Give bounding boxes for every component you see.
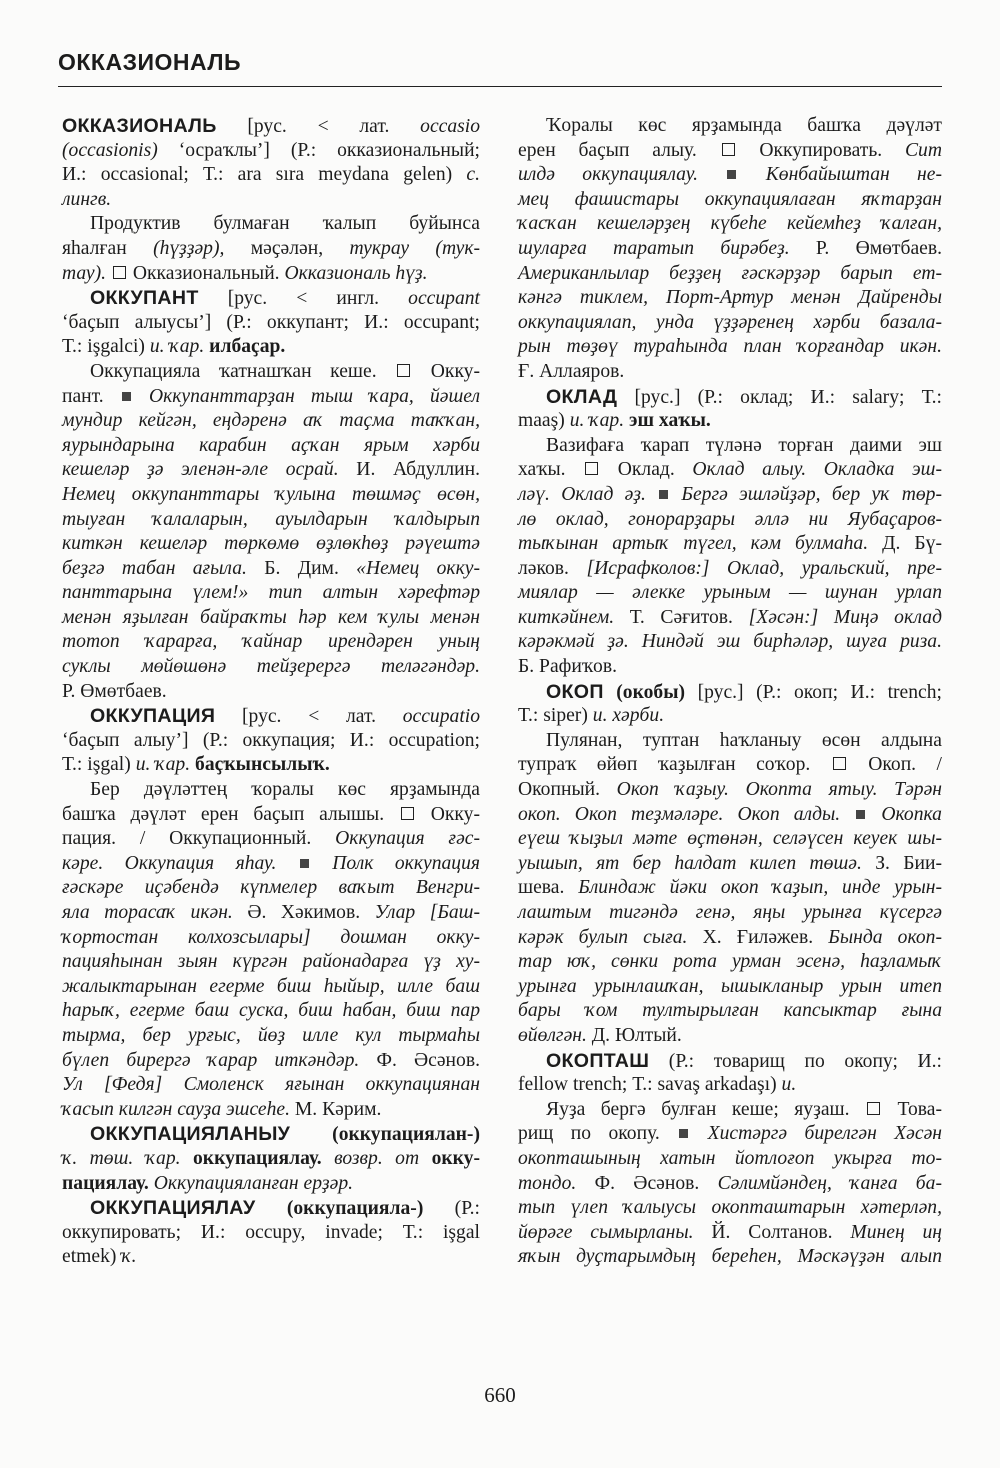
- entry-line: кәре. Оккупация яһау. Полк оккупация: [62, 852, 481, 874]
- entry-line: fellow trench; Т.: savaş arkadaşı) и.: [518, 1074, 797, 1096]
- entry-line: Ғ. Аллаяров.: [518, 360, 625, 382]
- entry-line: тырма, бер урғыс, йөҙ илле кул тырмаһы: [62, 1024, 480, 1046]
- entry-line: Вазифаға ҡарап түләнә торған даими эш: [546, 434, 942, 456]
- entry-line: ләү. Оклад әҙ. Бергә эшләйҙәр, бер уҡ төр-: [518, 483, 942, 505]
- entry-line: ҡортостан колхозсылары] дошман окку-: [62, 926, 480, 948]
- entry-line: Немец оккупанттары ҡулына төшмәҫ өсөн,: [62, 483, 480, 505]
- entry-line: Т.: işgalci) и. ҡар. илбаҫар.: [62, 336, 286, 358]
- entry-line: ҡасып килгән сауҙа эшсеһе. М. Кәрим.: [62, 1098, 382, 1120]
- entry-line: Яуҙа бергә булған кеше; яуҙаш. Това-: [546, 1098, 943, 1120]
- entry-line: пациялау. Оккупацияланған ерҙәр.: [62, 1172, 354, 1194]
- entry-line: пация. / Оккупационный. Оккупация ғәс-: [62, 828, 480, 850]
- page-number: 660: [484, 1383, 516, 1407]
- header-rule: [58, 86, 942, 87]
- entry-line: бүлеп бирергә ҡарар иткәндәр. Ф. Әсәнов.: [62, 1049, 480, 1071]
- entry-line: кешеләр ҙә эленән-әле осрай. И. Абдуллин.: [62, 459, 480, 481]
- entry-line: ОККУПАЦИЯЛАУ (оккупацияла-) (Р.:: [90, 1197, 480, 1220]
- entry-line: жалыктарынан егерме биш һыйыр, илле баш: [62, 975, 480, 997]
- left-column: [62, 114, 480, 1270]
- entry-line: Р. Өмөтбаев.: [62, 680, 167, 702]
- entry-line: киткәйнем. Т. Сәғитов. [Хәсән:] Миңә оклад: [518, 606, 943, 628]
- entry-line: һарыҡ, егерме баш суска, биш һабан, биш пар: [62, 1000, 480, 1022]
- entry-line: ОККАЗИОНАЛЬ [рус. < лат. occasio: [62, 115, 480, 137]
- entry-line: мундир кейгән, еңдәренә аҡ таҫма таҡҡан,: [62, 410, 480, 432]
- entry-line: өйөлгән. Д. Юлтый.: [518, 1024, 682, 1046]
- entry-line: ҡасҡан кешеләрҙең күбеһе кейемһеҙ ҡалған,: [518, 213, 942, 235]
- entry-line: хаҡы. Оклад. Оклад алыу. Окладка эш-: [518, 459, 942, 481]
- entry-line: миялар — әлекке урыным — шунан урлап: [518, 582, 942, 604]
- right-column: [518, 114, 942, 1270]
- entry-line: башҡа дәүләт ерен баҫып алышы. Окку-: [62, 803, 480, 825]
- entry-line: киткән кешеләр төркөмө өҙлөкһөҙ рәүештә: [62, 533, 480, 555]
- entry-line: Ҡоралы көс ярҙамында башҡа дәүләт: [546, 115, 942, 136]
- entry-line: уышып, ят бер һалдат килеп төшә. З. Бии-: [518, 852, 943, 874]
- entry-line: тупраҡ өйөп ҡаҙылған соҡор. Окоп. /: [518, 754, 942, 776]
- entry-line: кәнгә тиклем, Порт-Артур менән Дайренды: [518, 287, 942, 309]
- entry-line: И.: occasional; Т.: ara sıra meydana gelen) с.: [62, 164, 480, 186]
- entry-line: шева. Блиндаж йәки окоп ҡаҙып, инде урын-: [518, 877, 942, 899]
- entry-line: Ул [Федя] Смоленск яғынан оккупациянан: [62, 1074, 480, 1096]
- entry-line: Т.: siper) и. хәрби.: [518, 705, 665, 727]
- entry-line: яҡын дуҫтарымдың береһен, Мәскәүҙән алып: [518, 1246, 942, 1268]
- entry-line: оккупациялап, унда үҙҙәренең хәрби базала-: [518, 311, 942, 333]
- entry-line: (occasionis) ‘осраҡлы’] (Р.: окказиональный;: [62, 139, 480, 161]
- entry-line: maaş) и. ҡар. эш хаҡы.: [518, 410, 711, 432]
- entry-line: тыҡынан артыҡ түгел, кәм булмаһа. Д. Бү-: [518, 533, 942, 555]
- entry-line: кәрәкмәй ҙә. Ниндәй эш бирһәләр, шуға риза.: [518, 631, 942, 653]
- entry-line: менән яҙылған байраҡты һәр кем ҡулы менән: [62, 606, 480, 628]
- entry-line: Пулянан, туптан һаҡланыу өсөн алдына: [546, 729, 942, 751]
- entry-line: тондо. Ф. Әсәнов. Сәлимйәндең, ҡанға ба-: [518, 1172, 942, 1194]
- entry-line: яһалған (һүҙҙәр), мәҫәлән, тукрау (тук-: [62, 237, 481, 259]
- entry-line: окоп. Окоп теҙмәләре. Окоп алды. Окопка: [518, 803, 942, 825]
- entry-line: илдә оккупациялау. Көнбайыштан не-: [518, 164, 942, 186]
- entry-line: ОКОП (окобы) [рус.] (Р.: окоп; И.: trench;: [546, 680, 942, 703]
- entry-line: ОКОПТАШ (Р.: товарищ по окопу; И.:: [546, 1049, 942, 1072]
- entry-line: яла торасаҡ икән. Ә. Хәкимов. Улар [Баш-: [62, 902, 480, 923]
- entry-line: Б. Рафиҡов.: [518, 656, 618, 678]
- entry-line: кәрәк булып сыға. Х. Ғиләжев. Бында окоп-: [518, 926, 942, 948]
- entry-line: Американлылар беҙҙең ғәскәрҙәр барып ет-: [518, 262, 942, 284]
- entry-line: ОКЛАД [рус.] (Р.: оклад; И.: salary; Т.:: [546, 385, 942, 408]
- entry-line: беҙгә табан ағыла. Б. Дим. «Немец окку-: [62, 557, 480, 579]
- entry-line: тотоп ҡарарға, ҡайнар ирендәрен уның: [62, 631, 480, 653]
- entry-line: лө оклад, гонорарҙары әллә ни Яубаҫаров-: [518, 508, 942, 530]
- entry-line: тып үлеп ҡалыусы окопташтарын хәтерләп,: [518, 1197, 942, 1219]
- entry-line: суклы мөйөшөнә тейҙерергә теләгәндәр.: [62, 656, 480, 678]
- entry-line: Окопный. Окоп ҡаҙыу. Окопта ятыу. Тәрән: [518, 779, 942, 801]
- entry-line: тар юҡ, сөнки рота урман эсенә, һаҙламыҡ: [518, 951, 942, 973]
- entry-line: тау). Окказиональный. Окказиональ һүҙ.: [62, 262, 428, 284]
- entry-line: ерен баҫып алыу. Оккупировать. Сит: [518, 139, 942, 161]
- entry-line: Т.: işgal) и. ҡар. баҫҡынсылыҡ.: [62, 754, 330, 776]
- entry-line: Продуктив булмаған ҡалып буйынса: [90, 213, 480, 235]
- entry-line: ОККУПАНТ [рус. < ингл. occupant: [90, 287, 480, 310]
- entry-line: лаштым тигәндә генә, яңы урынға күсергә: [518, 902, 942, 923]
- entry-line: Оккупацияла ҡатнашҡан кеше. Окку-: [90, 360, 481, 382]
- entry-line: ‘баҫып алыусы’] (Р.: оккупант; И.: occupant;: [62, 311, 480, 333]
- entry-line: яурындарына карабин аҫҡан ярым хәрби: [62, 434, 480, 456]
- entry-line: тыуған ҡалаларын, ауылдарын ҡалдырып: [62, 508, 480, 530]
- entry-line: оккупировать; И.: occupy, invade; Т.: işgal: [62, 1221, 480, 1243]
- entry-line: шуларға таратып бирәбеҙ. Р. Өмөтбаев.: [518, 237, 942, 259]
- entry-line: рищ по окопу. Хистәргә бирелгән Хәсән: [518, 1123, 942, 1145]
- entry-line: мец фашистары оккупациялаған яҡтарҙан: [518, 188, 942, 210]
- entry-line: ғәскәре иҫәбендә күпмелер ваҡыт Венгри-: [62, 877, 480, 899]
- entry-line: ҡ. төш. ҡар. оккупациялау. возвр. от окку-: [62, 1147, 480, 1169]
- entry-line: Бер дәүләттең ҡоралы көс ярҙамында: [90, 779, 480, 801]
- entry-line: ‘баҫып алыу’] (Р.: оккупация; И.: occupation;: [62, 729, 480, 751]
- entry-line: пант. Оккупанттарҙан тыш ҡара, йәшел: [62, 385, 480, 407]
- entry-line: окопташының хатын йотлоғоп укырға то-: [518, 1147, 942, 1169]
- entry-line: лингв.: [62, 188, 112, 210]
- entry-line: пацияһынан зыян күргән районадарға үҙ ху-: [62, 951, 480, 973]
- entry-line: бары ҡом тултырылған капсыктар ғына: [518, 1000, 942, 1022]
- entry-line: etmek) ҡ.: [62, 1246, 137, 1268]
- entry-line: йөрәге сымырланы. Й. Солтанов. Минең иң: [518, 1221, 943, 1243]
- entry-line: рын төҙөү тураһында план ҡорғандар икән.: [518, 336, 942, 358]
- entry-line: ләков. [Исрафколов:] Оклад, уральский, пре-: [518, 557, 942, 579]
- running-header: ОККАЗИОНАЛЬ: [58, 49, 242, 75]
- entry-line: ОККУПАЦИЯ [рус. < лат. occupatio: [90, 705, 480, 728]
- entry-line: ОККУПАЦИЯЛАНЫУ (оккупациялан-): [90, 1123, 480, 1146]
- entry-line: панттарына үлем!» тип алтын хәрефтәр: [62, 582, 480, 604]
- entry-line: урынға урынлашҡан, ышыкланыр урын итеп: [518, 975, 942, 997]
- entry-line: еүеш ҡыҙыл мәте өҫтөнән, селәүсен кеуек шы-: [518, 828, 942, 850]
